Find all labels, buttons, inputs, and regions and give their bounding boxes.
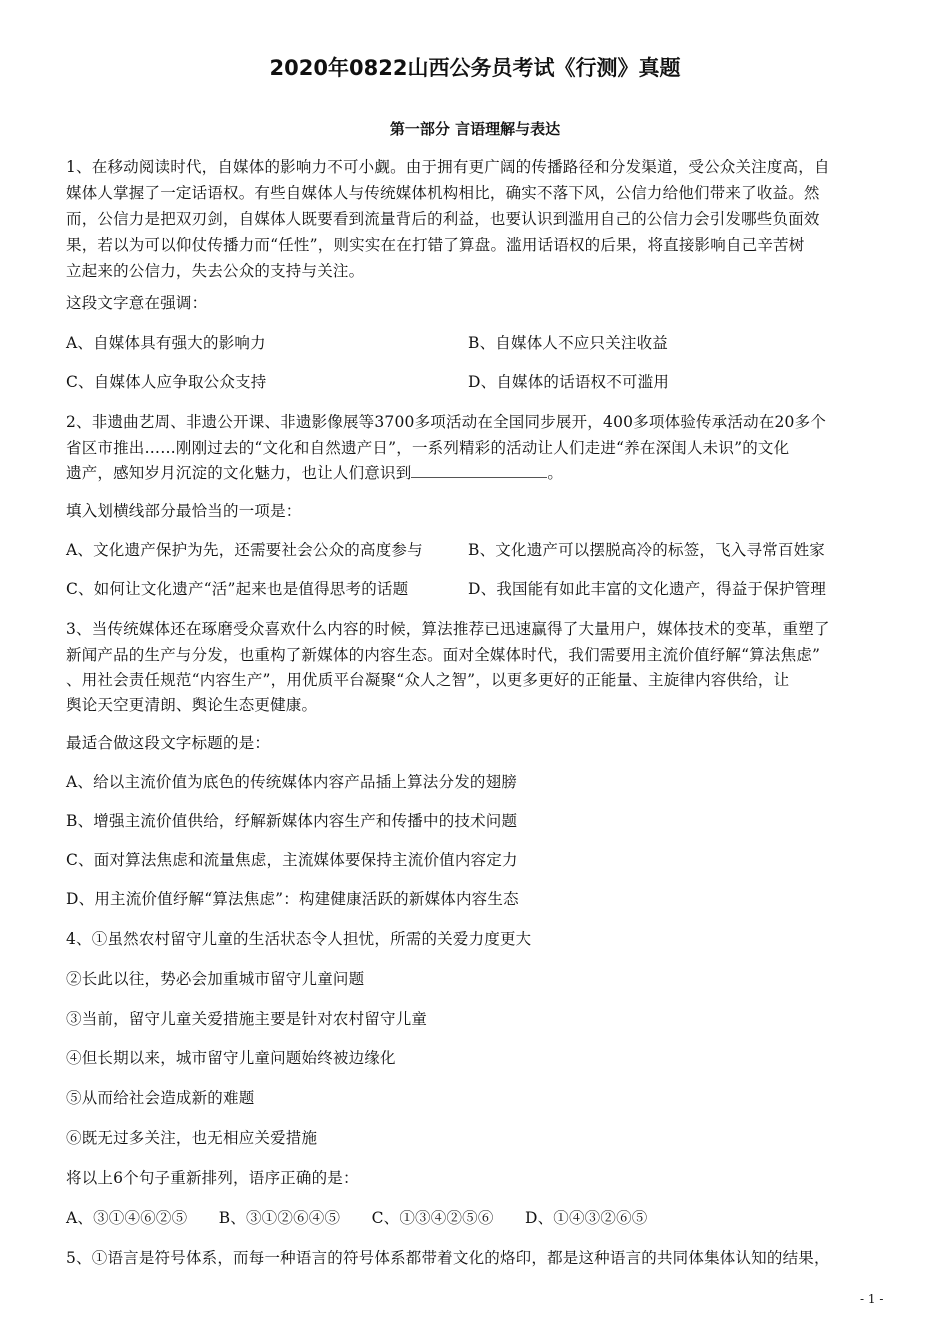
document-title: 2020年0822山西公务员考试《行测》真题 (269, 56, 681, 80)
q2-option-d: D、我国能有如此丰富的文化遗产，得益于保护管理 (468, 580, 827, 598)
q2-stem: 填入划横线部分最恰当的一项是： (66, 502, 302, 520)
section-heading: 第一部分 言语理解与表达 (389, 120, 561, 138)
q1-line: 立起来的公信力，失去公众的支持与关注。 (66, 262, 365, 280)
page-number: - 1 - (860, 1292, 884, 1306)
q5-line: 5、①语言是符号体系，而每一种语言的符号体系都带着文化的烙印，都是这种语言的共同体集体认知的结果， (66, 1249, 830, 1267)
q1-option-c: C、自媒体人应争取公众支持 (66, 373, 267, 391)
q4-sentence: 4、①虽然农村留守儿童的生活状态令人担忧，所需的关爱力度更大 (66, 930, 532, 948)
q2-option-b: B、文化遗产可以摆脱高冷的标签，飞入寻常百姓家 (468, 541, 825, 559)
q4-stem: 将以上6个句子重新排列，语序正确的是： (66, 1169, 359, 1187)
q4-sentence: ④但长期以来，城市留守儿童问题始终被边缘化 (66, 1049, 396, 1067)
q1-line: 而，公信力是把双刃剑，自媒体人既要看到流量背后的利益，也要认识到滥用自己的公信力会引发哪些负面效 (66, 210, 820, 228)
q4-sentence: ⑥既无过多关注，也无相应关爱措施 (66, 1129, 318, 1147)
q4-options: A、③①④⑥②⑤ B、③①②⑥④⑤ C、①③④②⑤⑥ D、①④③②⑥⑤ (66, 1209, 648, 1227)
q1-option-a: A、自媒体具有强大的影响力 (66, 334, 266, 352)
q4-sentence: ②长此以往，势必会加重城市留守儿童问题 (66, 970, 365, 988)
q1-line: 1、在移动阅读时代，自媒体的影响力不可小觑。由于拥有更广阔的传播路径和分发渠道，受公众关注度高，自 (66, 158, 830, 176)
q2-line: 2、非遗曲艺周、非遗公开课、非遗影像展等3700多项活动在全国同步展开，400多项体验传承活动在20多个 (66, 413, 827, 431)
q4-sentence: ⑤从而给社会造成新的难题 (66, 1089, 255, 1107)
q2-line: 省区市推出……刚刚过去的“文化和自然遗产日”，一系列精彩的活动让人们走进“养在深闺人未识”的文化 (66, 439, 790, 457)
q1-line: 果，若以为可以仰仗传播力而“任性”，则实实在在打错了算盘。滥用话语权的后果，将直接影响自己辛苦树 (66, 236, 805, 254)
q2-line-end: 。 (547, 464, 564, 482)
q1-option-d: D、自媒体的话语权不可滥用 (468, 373, 670, 391)
q3-line: 、用社会责任规范“内容生产”，用优质平台凝聚“众人之智”，以更多更好的正能量、主旋律内容供给，让 (66, 671, 790, 689)
fill-in-blank (411, 463, 547, 478)
q3-option-c: C、面对算法焦虑和流量焦虑，主流媒体要保持主流价值内容定力 (66, 851, 518, 869)
q1-option-b: B、自媒体人不应只关注收益 (468, 334, 668, 352)
q4-sentence: ③当前，留守儿童关爱措施主要是针对农村留守儿童 (66, 1010, 428, 1028)
q3-line: 新闻产品的生产与分发，也重构了新媒体的内容生态。面对全媒体时代，我们需要用主流价值纾解“算法焦虑” (66, 646, 821, 664)
q1-line: 媒体人掌握了一定话语权。有些自媒体人与传统媒体机构相比，确实不落下风，公信力给他们带来了收益。然 (66, 184, 820, 202)
q2-option-a: A、文化遗产保护为先，还需要社会公众的高度参与 (66, 541, 423, 559)
q2-line-last (66, 463, 563, 483)
q2-option-c: C、如何让文化遗产“活”起来也是值得思考的话题 (66, 580, 409, 598)
q3-line: 3、当传统媒体还在琢磨受众喜欢什么内容的时候，算法推荐已迅速赢得了大量用户，媒体技术的变革，重塑了 (66, 620, 830, 638)
q3-stem: 最适合做这段文字标题的是： (66, 734, 271, 752)
q2-line: 遗产，感知岁月沉淀的文化魅力，也让人们意识到 (66, 464, 412, 482)
q1-stem: 这段文字意在强调： (66, 294, 208, 312)
q3-option-b: B、增强主流价值供给，纾解新媒体内容生产和传播中的技术问题 (66, 812, 518, 830)
q3-line: 舆论天空更清朗、舆论生态更健康。 (66, 696, 318, 714)
q3-option-a: A、给以主流价值为底色的传统媒体内容产品插上算法分发的翅膀 (66, 773, 517, 791)
q3-option-d: D、用主流价值纾解“算法焦虑”：构建健康活跃的新媒体内容生态 (66, 890, 519, 908)
